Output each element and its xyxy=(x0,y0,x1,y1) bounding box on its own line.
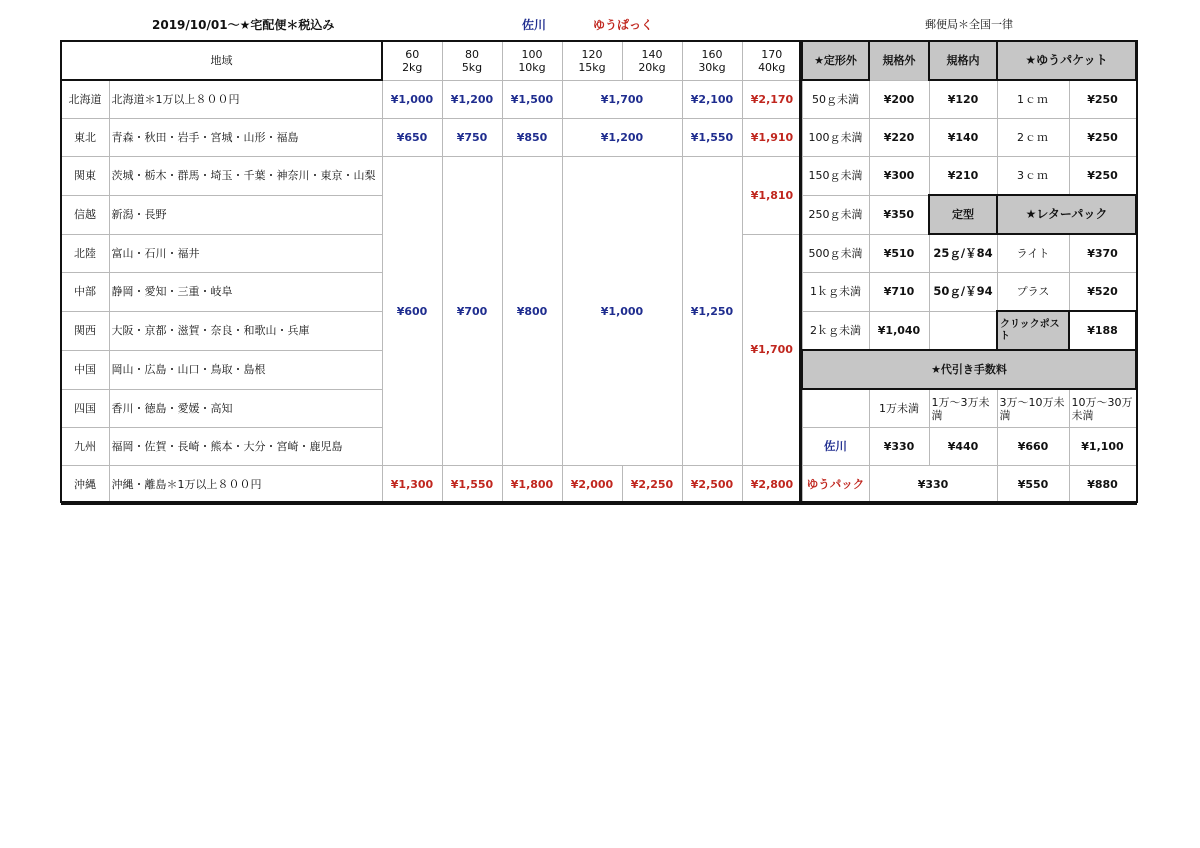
clickpost-price: ¥188 xyxy=(1069,311,1136,350)
region-name: 北海道 xyxy=(61,80,109,119)
price-cell: ¥1,200 xyxy=(562,119,682,157)
teikeigai-weight: 100ｇ未満 xyxy=(802,119,869,157)
price-cell: ¥800 xyxy=(502,157,562,466)
yupacket-price: ¥250 xyxy=(1069,157,1136,196)
region-areas: 新潟・長野 xyxy=(109,195,382,234)
letterpack-name: ライト xyxy=(997,234,1069,273)
cod-yupack-label: ゆうパック xyxy=(802,466,869,505)
price-cell: ¥2,000 xyxy=(562,466,622,505)
region-name: 信越 xyxy=(61,195,109,234)
region-name: 関東 xyxy=(61,157,109,196)
teikeigai-weight: 1ｋｇ未満 xyxy=(802,273,869,312)
region-name: 東北 xyxy=(61,119,109,157)
price-cell: ¥600 xyxy=(382,157,442,466)
shipping-rate-table xyxy=(60,40,1137,505)
price-cell: ¥1,800 xyxy=(502,466,562,505)
region-name: 中部 xyxy=(61,273,109,312)
price-cell: ¥1,000 xyxy=(382,80,442,119)
size-120-header: 120 15kg xyxy=(562,41,622,80)
price-cell: ¥650 xyxy=(382,119,442,157)
clickpost-label: クリックポスト xyxy=(997,311,1069,350)
region-areas: 福岡・佐賀・長崎・熊本・大分・宮崎・鹿児島 xyxy=(109,428,382,466)
yupacket-thickness: 3ｃｍ xyxy=(997,157,1069,196)
teikeigai-weight: 500ｇ未満 xyxy=(802,234,869,273)
letterpack-price: ¥370 xyxy=(1069,234,1136,273)
price-cell: ¥1,910 xyxy=(742,119,802,157)
postoffice-label: 郵便局＊全国一律 xyxy=(925,18,1013,31)
cod-sagawa-label: 佐川 xyxy=(802,428,869,466)
region-header: 地域 xyxy=(61,41,382,80)
cod-price: ¥550 xyxy=(997,466,1069,505)
price-cell: ¥1,700 xyxy=(742,234,802,466)
size-160-header: 160 30kg xyxy=(682,41,742,80)
cod-price: ¥660 xyxy=(997,428,1069,466)
region-name: 九州 xyxy=(61,428,109,466)
cod-tier: 1万未満 xyxy=(869,389,929,428)
size-140-header: 140 20kg xyxy=(622,41,682,80)
letterpack-name: プラス xyxy=(997,273,1069,312)
cod-tier: 10万～30万未満 xyxy=(1069,389,1136,428)
teikei-price: 50ｇ/￥94 xyxy=(929,273,997,312)
region-name: 中国 xyxy=(61,350,109,389)
price-cell: ¥2,500 xyxy=(682,466,742,505)
teikeigai-out: ¥300 xyxy=(869,157,929,196)
teikeigai-weight: 50ｇ未満 xyxy=(802,80,869,119)
teikeigai-in: ¥120 xyxy=(929,80,997,119)
price-cell: ¥700 xyxy=(442,157,502,466)
teikeigai-in: ¥210 xyxy=(929,157,997,196)
price-cell: ¥1,300 xyxy=(382,466,442,505)
price-cell: ¥2,250 xyxy=(622,466,682,505)
yupacket-price: ¥250 xyxy=(1069,80,1136,119)
teikeigai-header: ★定形外 xyxy=(802,41,869,80)
region-name: 関西 xyxy=(61,311,109,350)
teikeigai-out: ¥220 xyxy=(869,119,929,157)
yupacket-thickness: 2ｃｍ xyxy=(997,119,1069,157)
yupacket-price: ¥250 xyxy=(1069,119,1136,157)
price-cell: ¥2,170 xyxy=(742,80,802,119)
teikeigai-in-header: 規格内 xyxy=(929,41,997,80)
region-name: 四国 xyxy=(61,389,109,428)
region-name: 沖縄 xyxy=(61,466,109,505)
sagawa-label: 佐川 xyxy=(522,18,547,32)
price-cell: ¥1,550 xyxy=(442,466,502,505)
price-cell: ¥1,700 xyxy=(562,80,682,119)
price-cell: ¥1,810 xyxy=(742,157,802,235)
page-title: 2019/10/01～★宅配便＊税込み xyxy=(152,18,335,32)
price-cell: ¥1,550 xyxy=(682,119,742,157)
teikeigai-out: ¥200 xyxy=(869,80,929,119)
price-cell: ¥1,500 xyxy=(502,80,562,119)
teikeigai-out: ¥350 xyxy=(869,195,929,234)
region-areas: 香川・徳島・愛媛・高知 xyxy=(109,389,382,428)
teikeigai-out: ¥510 xyxy=(869,234,929,273)
cod-price: ¥1,100 xyxy=(1069,428,1136,466)
price-cell: ¥1,250 xyxy=(682,157,742,466)
yupack-label: ゆうぱっく xyxy=(593,18,654,32)
teikeigai-out: ¥1,040 xyxy=(869,311,929,350)
region-areas: 青森・秋田・岩手・宮城・山形・福島 xyxy=(109,119,382,157)
size-170-header: 170 40kg xyxy=(742,41,802,80)
size-80-header: 80 5kg xyxy=(442,41,502,80)
table-row xyxy=(61,80,1136,119)
size-60-header: 60 2kg xyxy=(382,41,442,80)
cod-price: ¥330 xyxy=(869,428,929,466)
header-row xyxy=(61,41,1136,80)
region-areas: 北海道＊1万以上８００円 xyxy=(109,80,382,119)
teikeigai-in: ¥140 xyxy=(929,119,997,157)
table-row xyxy=(61,157,1136,196)
teikeigai-out-header: 規格外 xyxy=(869,41,929,80)
region-areas: 茨城・栃木・群馬・埼玉・千葉・神奈川・東京・山梨 xyxy=(109,157,382,196)
teikei-price: 25ｇ/￥84 xyxy=(929,234,997,273)
teikeigai-weight: 2ｋｇ未満 xyxy=(802,311,869,350)
cod-price: ¥440 xyxy=(929,428,997,466)
cod-price: ¥330 xyxy=(869,466,997,505)
price-cell: ¥2,100 xyxy=(682,80,742,119)
region-areas: 大阪・京都・滋賀・奈良・和歌山・兵庫 xyxy=(109,311,382,350)
price-cell: ¥1,000 xyxy=(562,157,682,466)
price-cell: ¥850 xyxy=(502,119,562,157)
region-areas: 富山・石川・福井 xyxy=(109,234,382,273)
price-cell: ¥750 xyxy=(442,119,502,157)
price-cell: ¥1,200 xyxy=(442,80,502,119)
empty-cell xyxy=(929,311,997,350)
size-100-header: 100 10kg xyxy=(502,41,562,80)
letterpack-header: ★レターパック xyxy=(997,195,1136,234)
region-areas: 岡山・広島・山口・鳥取・島根 xyxy=(109,350,382,389)
teikeigai-weight: 150ｇ未満 xyxy=(802,157,869,196)
region-areas: 沖縄・離島＊1万以上８００円 xyxy=(109,466,382,505)
yupacket-header: ★ゆうパケット xyxy=(997,41,1136,80)
cod-header: ★代引き手数料 xyxy=(802,350,1136,389)
yupacket-thickness: 1ｃｍ xyxy=(997,80,1069,119)
cod-price: ¥880 xyxy=(1069,466,1136,505)
region-areas: 静岡・愛知・三重・岐阜 xyxy=(109,273,382,312)
region-name: 北陸 xyxy=(61,234,109,273)
price-cell: ¥2,800 xyxy=(742,466,802,505)
cod-tier: 1万～3万未満 xyxy=(929,389,997,428)
empty-cell xyxy=(802,389,869,428)
teikeigai-out: ¥710 xyxy=(869,273,929,312)
teikeigai-weight: 250ｇ未満 xyxy=(802,195,869,234)
table-row xyxy=(61,119,1136,157)
teikei-header: 定型 xyxy=(929,195,997,234)
table-row xyxy=(61,466,1136,505)
letterpack-price: ¥520 xyxy=(1069,273,1136,312)
cod-tier: 3万～10万未満 xyxy=(997,389,1069,428)
